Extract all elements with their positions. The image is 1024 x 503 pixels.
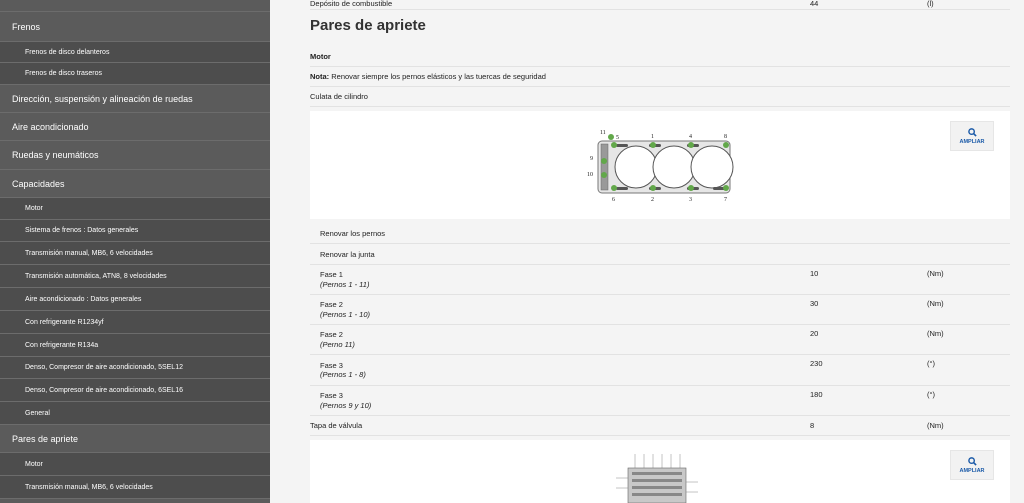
sidebar-item-capacidades[interactable] xyxy=(0,170,270,198)
diagram-number: 11 xyxy=(600,130,606,136)
row-value: 230 xyxy=(810,359,823,368)
fase-label: Fase 2 xyxy=(320,330,343,339)
sidebar-item-label: Ruedas y neumáticos xyxy=(12,150,99,160)
fase-label: Fase 3 xyxy=(320,391,343,400)
sidebar-item-transmision-automatica[interactable] xyxy=(0,265,270,288)
sidebar-item-pares-motor[interactable] xyxy=(0,453,270,476)
sidebar-item-label: Sistema de frenos : Datos generales xyxy=(25,227,139,234)
note xyxy=(310,72,546,81)
sidebar-item-ruedas[interactable] xyxy=(0,141,270,170)
row-label: Renovar la junta xyxy=(320,249,375,259)
row-unit: (Nm) xyxy=(927,329,944,338)
diagram-number: 8 xyxy=(724,134,727,140)
sidebar-item-label: Con refrigerante R134a xyxy=(25,341,99,349)
sidebar-item-label: Aire acondicionado xyxy=(12,121,89,132)
sidebar-item-label: Transmisión automática, ATN8, 8 velocidades xyxy=(25,272,167,280)
bolt-5 xyxy=(611,142,617,148)
fase-label: Fase 2 xyxy=(320,300,343,309)
diagram-number: 2 xyxy=(651,197,654,203)
row-label: Motor xyxy=(310,52,331,61)
bolt-4 xyxy=(688,142,694,148)
sidebar-item-r1234yf[interactable] xyxy=(0,311,270,334)
table-row-fase xyxy=(310,325,1010,355)
fase-sub: (Pernos 9 y 10) xyxy=(320,400,372,410)
sidebar-item-frenos-disco-traseros[interactable] xyxy=(0,63,270,85)
sidebar-item-top-partial[interactable] xyxy=(0,0,270,12)
diagram-number: 3 xyxy=(689,197,692,203)
sidebar-item-r134a[interactable] xyxy=(0,334,270,357)
sidebar-item-frenos[interactable] xyxy=(0,12,270,42)
sidebar-item-pares-transmision-manual[interactable] xyxy=(0,476,270,499)
ampliar-button[interactable] xyxy=(950,121,994,151)
section-label-motor xyxy=(310,47,1010,67)
sidebar-item-sistema-frenos[interactable] xyxy=(0,220,270,242)
fase-label: Fase 1 xyxy=(320,270,343,279)
row-unit: (°) xyxy=(927,390,935,399)
sidebar-item-label: Transmisión manual, MB6, 6 velocidades xyxy=(25,483,153,491)
row-unit: (°) xyxy=(927,359,935,368)
fase-label: Fase 3 xyxy=(320,360,343,370)
sidebar-item-frenos-disco-delanteros[interactable] xyxy=(0,42,270,63)
sidebar-item-label: Dirección, suspensión y alineación de ruedas xyxy=(12,93,193,104)
note-text: Renovar siempre los pernos elásticos y las tuercas de seguridad xyxy=(329,72,546,81)
sidebar-item-label: General xyxy=(25,409,50,417)
ampliar-button[interactable] xyxy=(950,450,994,480)
diagram-number: 5 xyxy=(616,135,619,141)
sidebar-item-label: Denso, Compresor de aire acondicionado, 6SEL16 xyxy=(25,386,183,394)
diagram-box-tapa xyxy=(310,440,1010,503)
zoom-icon xyxy=(968,457,977,466)
ampliar-label: AMPLIAR xyxy=(959,138,985,145)
row-label xyxy=(320,330,355,349)
row-value: 10 xyxy=(810,269,819,278)
row-label: Culata de cilindro xyxy=(310,92,368,101)
sidebar-item-label: Capacidades xyxy=(12,178,65,189)
ampliar-label: AMPLIAR xyxy=(959,467,985,474)
cylinder-head-diagram xyxy=(310,111,1010,219)
sidebar-item-label: Denso, Compresor de aire acondicionado, 5SEL12 xyxy=(25,364,183,371)
page-title: Pares de apriete xyxy=(310,17,426,34)
cylinder-head-shape xyxy=(598,134,733,193)
table-row-tapa-valvula xyxy=(310,416,1010,436)
valve-cover-diagram xyxy=(310,440,1010,503)
sidebar-item-label: Motor xyxy=(25,205,43,212)
row-value: 44 xyxy=(810,0,819,8)
sidebar-item-aire-acondicionado[interactable] xyxy=(0,113,270,141)
table-row-deposito xyxy=(310,0,1010,10)
row-label: Renovar los pernos xyxy=(320,229,386,238)
row-value: 180 xyxy=(810,390,823,399)
sidebar-item-transmision-manual[interactable] xyxy=(0,242,270,265)
sidebar-item-label: Pares de apriete xyxy=(12,433,79,444)
diagram-number: 4 xyxy=(689,134,692,140)
row-unit: (Nm) xyxy=(927,421,944,430)
diagram-number: 6 xyxy=(612,197,615,203)
sidebar-item-label: Aire acondicionado : Datos generales xyxy=(25,295,142,303)
sidebar-item-denso-6sel16[interactable] xyxy=(0,379,270,402)
sidebar xyxy=(0,0,270,503)
row-value: 30 xyxy=(810,299,819,308)
row-value: 20 xyxy=(810,329,819,338)
row-label xyxy=(320,361,366,380)
bolt-2 xyxy=(650,185,656,191)
table-row-fase xyxy=(310,386,1010,416)
zoom-icon xyxy=(968,128,977,137)
main-content xyxy=(270,0,1024,503)
row-label: Depósito de combustible xyxy=(310,0,393,8)
bolt-6 xyxy=(611,185,617,191)
fase-sub: (Pernos 1 - 10) xyxy=(320,309,371,319)
bolt-9 xyxy=(601,158,607,164)
bolt-11 xyxy=(608,134,614,140)
row-label xyxy=(320,391,371,410)
sidebar-item-aire-datos-generales[interactable] xyxy=(0,288,270,311)
diagram-number: 9 xyxy=(590,156,593,162)
bolt-8 xyxy=(723,142,729,148)
sidebar-item-label: Con refrigerante R1234yf xyxy=(25,318,104,326)
row-label xyxy=(320,270,369,289)
sidebar-item-denso-5sel12[interactable] xyxy=(0,357,270,379)
diagram-box-culata xyxy=(310,111,1010,219)
row-value: 8 xyxy=(810,421,815,430)
table-row-renovar-junta xyxy=(310,244,1010,265)
diagram-number: 10 xyxy=(587,172,593,178)
sidebar-item-pares-apriete[interactable] xyxy=(0,425,270,453)
table-row-culata xyxy=(310,87,1010,107)
sidebar-item-label: Frenos xyxy=(12,21,41,32)
bolt-3 xyxy=(688,185,694,191)
row-label: Tapa de válvula xyxy=(310,421,363,430)
note-prefix: Nota: xyxy=(310,72,330,81)
note-row xyxy=(310,67,1010,87)
fase-sub: (Perno 11) xyxy=(320,339,355,349)
diagram-number: 7 xyxy=(724,197,727,203)
bolt-10 xyxy=(601,172,607,178)
fase-sub: (Pernos 1 - 8) xyxy=(320,370,366,379)
sidebar-item-label: Frenos de disco delanteros xyxy=(25,48,110,56)
table-row-fase xyxy=(310,295,1010,325)
row-label xyxy=(320,300,370,319)
bolt-1 xyxy=(650,142,656,148)
sidebar-item-direccion[interactable] xyxy=(0,85,270,113)
row-unit: (l) xyxy=(927,0,934,8)
sidebar-item-capacidades-motor[interactable] xyxy=(0,198,270,220)
row-unit: (Nm) xyxy=(927,299,944,308)
bolt-7 xyxy=(723,185,729,191)
table-row-fase xyxy=(310,355,1010,386)
sidebar-item-label: Frenos de disco traseros xyxy=(25,70,103,77)
sidebar-item-label: Transmisión manual, MB6, 6 velocidades xyxy=(25,249,153,257)
sidebar-item-general[interactable] xyxy=(0,402,270,425)
table-row-fase xyxy=(310,265,1010,295)
sidebar-item-label: Motor xyxy=(25,460,43,468)
fase-sub: (Pernos 1 - 11) xyxy=(320,279,370,289)
table-row-renovar-pernos xyxy=(310,224,1010,244)
row-unit: (Nm) xyxy=(927,269,944,278)
diagram-number: 1 xyxy=(651,134,654,140)
